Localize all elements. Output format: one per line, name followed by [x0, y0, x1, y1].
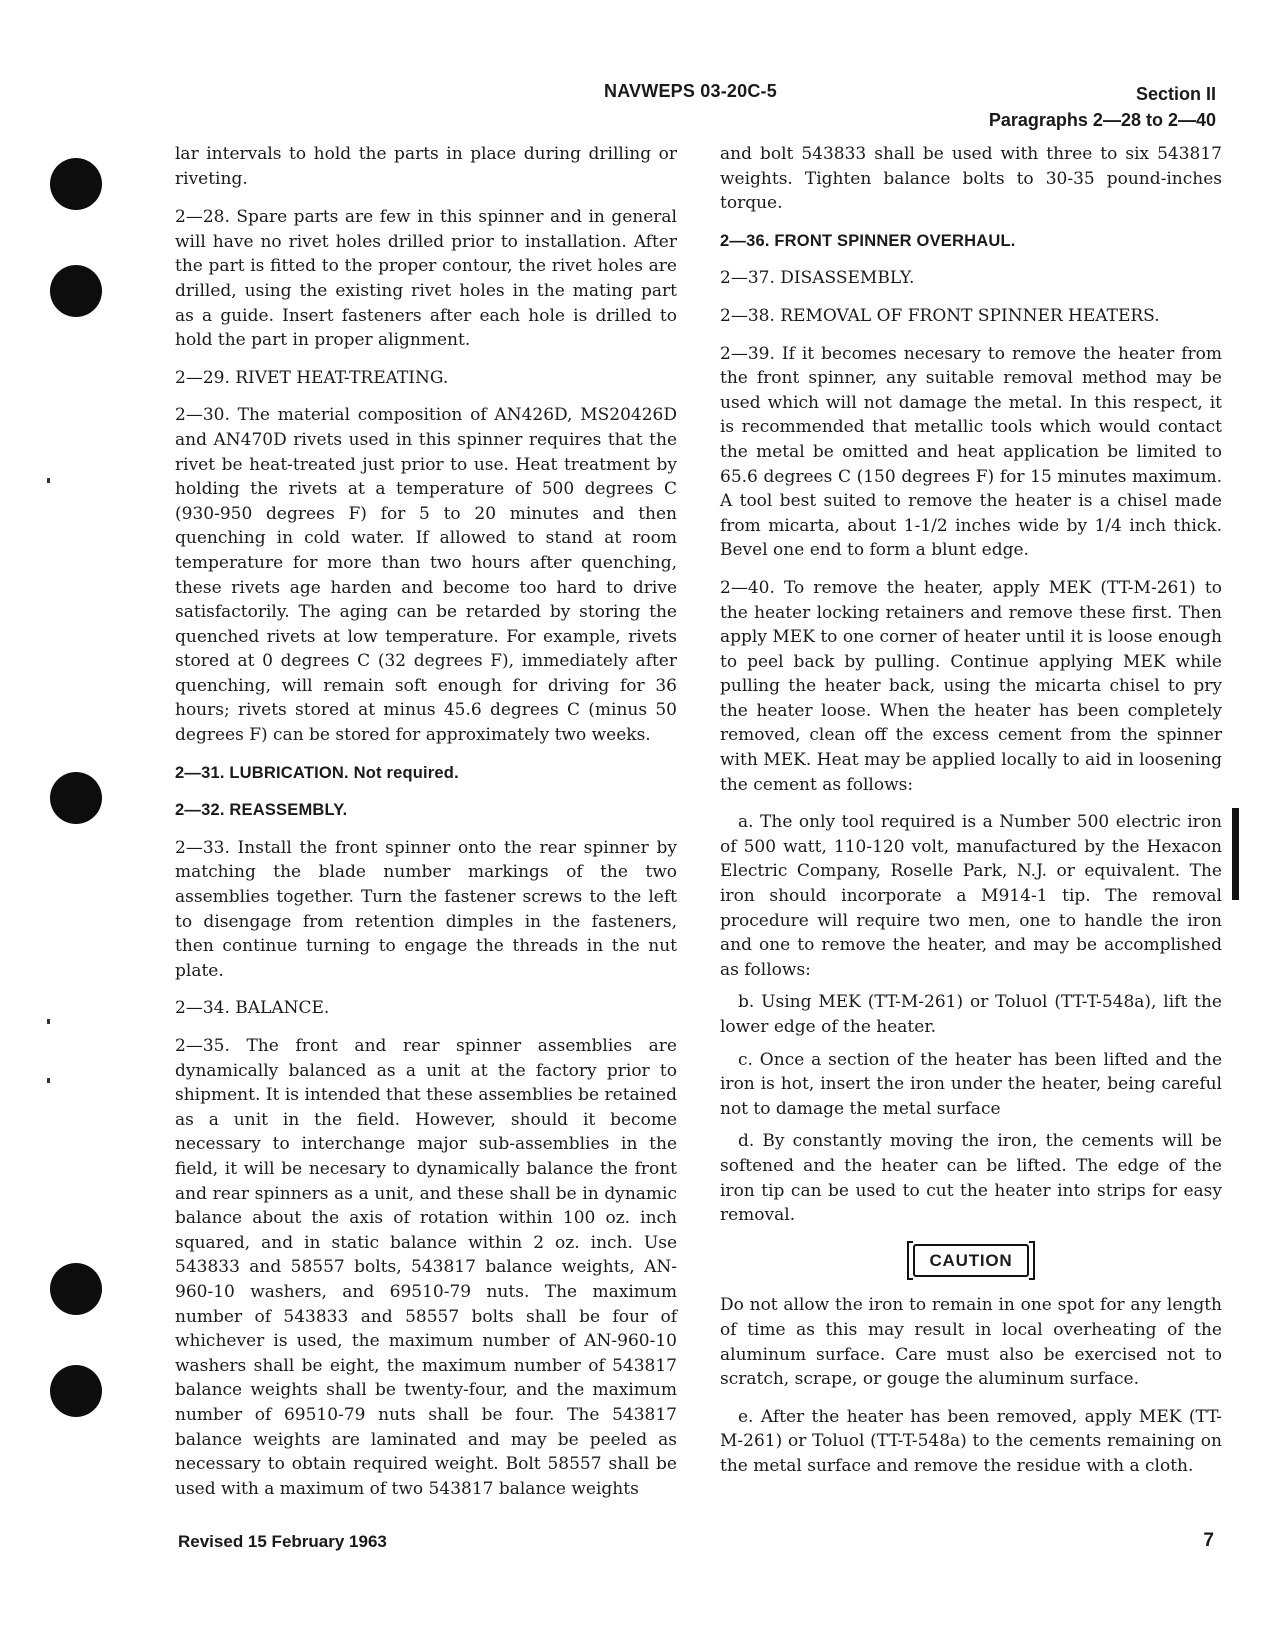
binder-hole-icon	[50, 265, 102, 317]
section-label: Section II	[1135, 84, 1216, 104]
heading-reassembly: 2—32. REASSEMBLY.	[175, 801, 348, 820]
paragraph-2-39: 2—39. If it becomes necesary to remove the heater from the front spinner, any suitable removal method may be used which will not damage the metal. In this respect, it is recommended that metallic tools which would contact the metal be omitted and heat application be limited to 65.6 degrees C (150 degrees F) for 15 minutes maximum. A tool best suited to remove the heater is a chisel made from micarta, about 1-1/2 inches wide by 1/4 inch thick. Bevel one end to form a blunt edge.	[720, 343, 1222, 561]
binder-hole-icon	[50, 1263, 102, 1315]
paragraph-2-35-continued: and bolt 543833 shall be used with three to six 543817 weights. Tighten balance bolts to 30-35 pound-inches torque.	[720, 144, 1222, 214]
left-column	[175, 142, 677, 1514]
paragraph-2-30: 2—30. The material composition of AN426D, MS20426D and AN470D rivets used in this spinner requires that the rivet be heat-treated just prior to use. Heat treatment by holding the rivets at a temperature of 500 degrees C (930-950 degrees F) for 5 to 20 minutes and then quenching in cold water. If allowed to stand at room temperature for more than two hours after quenching, these rivets age harden and become too hard to drive satisfactorily. The aging can be retarded by storing the quenched rivets at low temperature. For example, rivets stored at 0 degrees C (32 degrees F), immediately after quenching, will remain soft enough for driving for 36 hours; rivets stored at minus 45.6 degrees C (minus 50 degrees F) can be stored for approximately two weeks.	[175, 405, 677, 746]
right-column	[720, 142, 1222, 1487]
paragraph-2-33: 2—33. Install the front spinner onto the rear spinner by matching the blade number markings of the two assemblies together. Turn the fastener screws to the left to disengage from retention dimples in the fasteners, then continue turning to engage the threads in the nut plate.	[175, 837, 677, 981]
step-c: c. Once a section of the heater has been lifted and the iron is hot, insert the iron under the heater, being careful not to damage the metal surface	[720, 1049, 1222, 1119]
step-b: b. Using MEK (TT-M-261) or Toluol (TT-T-548a), lift the lower edge of the heater.	[720, 992, 1222, 1037]
paragraph-2-28: 2—28. Spare parts are few in this spinner and in general will have no rivet holes drilled prior to installation. After the part is fitted to the proper contour, the rivet holes are drilled, using the existing rivet holes in the mating part as a guide. Insert fasteners after each hole is drilled to hold the part in proper alignment.	[175, 207, 677, 351]
step-a: a. The only tool required is a Number 500 electric iron of 500 watt, 110-120 volt, manufactured by the Hexacon Electric Company, Roselle Park, N.J. or equivalent. The iron should incorporate a M914-1 tip. The removal procedure will require two men, one to handle the iron and one to remove the heater, and may be accomplished as follows:	[720, 812, 1222, 980]
caution-label: CAUTION	[913, 1244, 1028, 1278]
binder-hole-icon	[50, 772, 102, 824]
binder-hole-icon	[50, 1365, 102, 1417]
heading-rivet-heat-treating: 2—29. RIVET HEAT-TREATING.	[175, 367, 449, 388]
paragraph-range: Paragraphs 2—28 to 2—40	[988, 110, 1216, 130]
heading-balance: 2—34. BALANCE.	[175, 998, 330, 1019]
page-number: 7	[1203, 1530, 1214, 1551]
revision-date: Revised 15 February 1963	[178, 1532, 387, 1551]
scan-speck	[47, 478, 50, 483]
binder-hole-icon	[50, 158, 102, 210]
step-d: d. By constantly moving the iron, the cements will be softened and the heater can be lifted. The edge of the iron tip can be used to cut the heater into strips for easy removal.	[720, 1131, 1222, 1226]
heading-disassembly: 2—37. DISASSEMBLY.	[720, 268, 915, 289]
document-number: NAVWEPS 03-20C-5	[604, 81, 777, 101]
scan-speck	[47, 1078, 50, 1083]
scan-speck	[47, 1019, 50, 1024]
caution-heading	[720, 1244, 1222, 1278]
heading-front-spinner-overhaul: 2—36. FRONT SPINNER OVERHAUL.	[720, 231, 1016, 250]
heading-removal-of-heaters: 2—38. REMOVAL OF FRONT SPINNER HEATERS.	[720, 305, 1160, 326]
paragraph-continued: lar intervals to hold the parts in place during drilling or riveting.	[175, 144, 677, 189]
revision-change-bar	[1232, 808, 1239, 900]
paragraph-2-40: 2—40. To remove the heater, apply MEK (TT-M-261) to the heater locking retainers and remove these first. Then apply MEK to one corner of heater until it is loose enough to peel back by pulling. Continue applying MEK while pulling the heater back, using the micarta chisel to pry the heater loose. When the heater has been completely removed, clean off the excess cement from the spinner with MEK. Heat may be applied locally to aid in loosening the cement as follows:	[720, 577, 1222, 795]
caution-text: Do not allow the iron to remain in one spot for any length of time as this may result in local overheating of the aluminum surface. Care must also be exercised not to scratch, scrape, or gouge the aluminum surface.	[720, 1295, 1222, 1390]
step-e: e. After the heater has been removed, apply MEK (TT-M-261) or Toluol (TT-T-548a) to the cements remaining on the metal surface and remove the residue with a cloth.	[720, 1406, 1222, 1476]
heading-lubrication: 2—31. LUBRICATION. Not required.	[175, 763, 459, 782]
paragraph-2-35: 2—35. The front and rear spinner assemblies are dynamically balanced as a unit at the factory prior to shipment. It is intended that these assemblies be retained as a unit in the field. However, should it become necessary to interchange major sub-assemblies in the field, it will be necesary to dynamically balance the front and rear spinners as a unit, and these shall be in dynamic balance about the axis of rotation within 100 oz. inch squared, and in static balance within 2 oz. inch. Use 543833 and 58557 bolts, 543817 balance weights, AN-960-10 washers, and 69510-79 nuts. The maximum number of 543833 and 58557 bolts shall be four of whichever is used, the maximum number of AN-960-10 washers shall be eight, the maximum number of 543817 balance weights shall be twenty-four, and the maximum number of 69510-79 nuts shall be four. The 543817 balance weights are laminated and may be peeled as necessary to obtain required weight. Bolt 58557 shall be used with a maximum of two 543817 balance weights	[175, 1036, 677, 1499]
section-header	[989, 81, 1216, 133]
